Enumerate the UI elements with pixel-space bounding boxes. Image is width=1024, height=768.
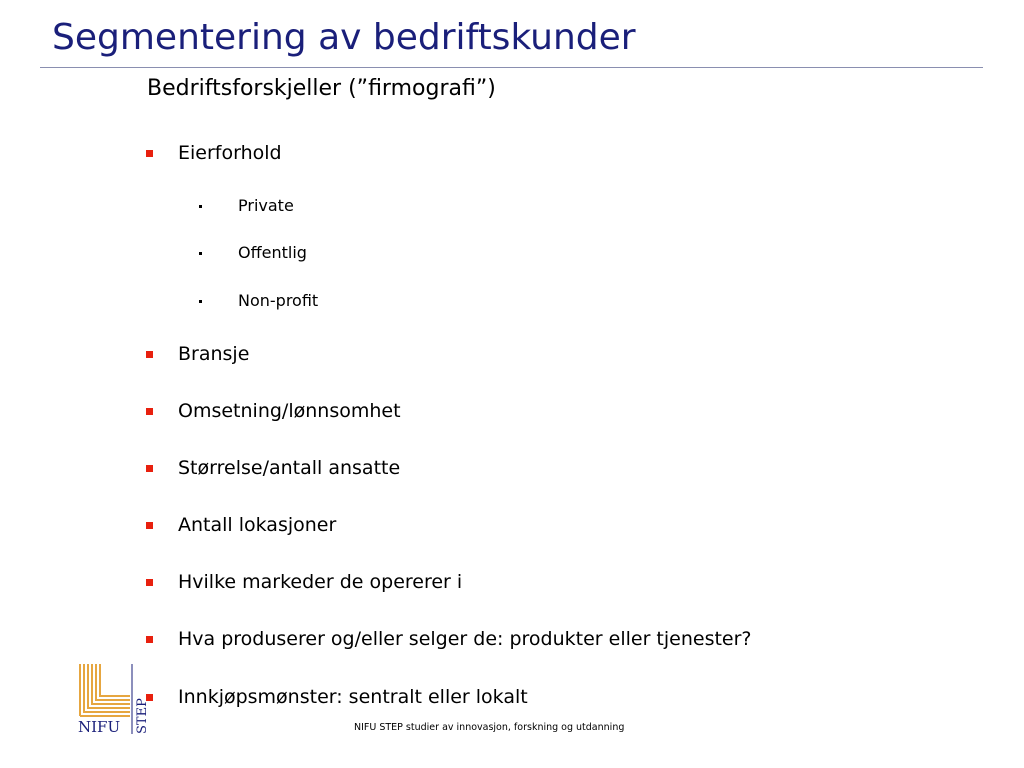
small-square-bullet-icon	[199, 205, 202, 208]
nifu-step-logo	[76, 662, 152, 736]
slide-subtitle: Bedriftsforskjeller (”firmografi”)	[147, 76, 496, 101]
bullet-item-eierforhold	[146, 142, 282, 165]
small-square-bullet-icon	[199, 300, 202, 303]
bullet-text: Bransje	[178, 343, 250, 365]
bullet-item-omsetning	[146, 400, 401, 423]
bullet-text: Hva produserer og/eller selger de: produkter eller tjenester?	[178, 628, 752, 650]
bullet-item-innkjop	[146, 686, 528, 709]
small-square-bullet-icon	[199, 252, 202, 255]
logo-text-left: NIFU	[78, 718, 121, 736]
bullet-text: Hvilke markeder de opererer i	[178, 571, 463, 593]
sub-bullet-text: Offentlig	[238, 243, 307, 262]
square-bullet-icon	[146, 579, 153, 586]
slide-footer: NIFU STEP studier av innovasjon, forskning og utdanning	[354, 722, 625, 733]
square-bullet-icon	[146, 522, 153, 529]
bullet-text: Størrelse/antall ansatte	[178, 457, 401, 479]
slide-title: Segmentering av bedriftskunder	[52, 17, 636, 58]
bullet-text: Omsetning/lønnsomhet	[178, 400, 401, 422]
title-divider	[40, 67, 983, 68]
logo-text-right: STEP	[135, 698, 150, 734]
bullet-text: Antall lokasjoner	[178, 514, 337, 536]
bullet-item-storrelse	[146, 457, 400, 480]
sub-bullet-text: Non-profit	[238, 291, 319, 310]
square-bullet-icon	[146, 351, 153, 358]
bullet-text: Innkjøpsmønster: sentralt eller lokalt	[178, 686, 528, 708]
sub-bullet-item-offentlig	[199, 243, 307, 262]
logo-lines-icon	[80, 664, 130, 716]
sub-bullet-item-non-profit	[199, 291, 318, 310]
square-bullet-icon	[146, 465, 153, 472]
bullet-text: Eierforhold	[178, 142, 282, 164]
bullet-item-bransje	[146, 343, 249, 366]
bullet-item-markeder	[146, 571, 462, 594]
sub-bullet-item-private	[199, 196, 294, 215]
square-bullet-icon	[146, 408, 153, 415]
square-bullet-icon	[146, 150, 153, 157]
sub-bullet-text: Private	[238, 196, 294, 215]
bullet-item-produkter	[146, 628, 752, 651]
square-bullet-icon	[146, 636, 153, 643]
bullet-item-lokasjoner	[146, 514, 336, 537]
